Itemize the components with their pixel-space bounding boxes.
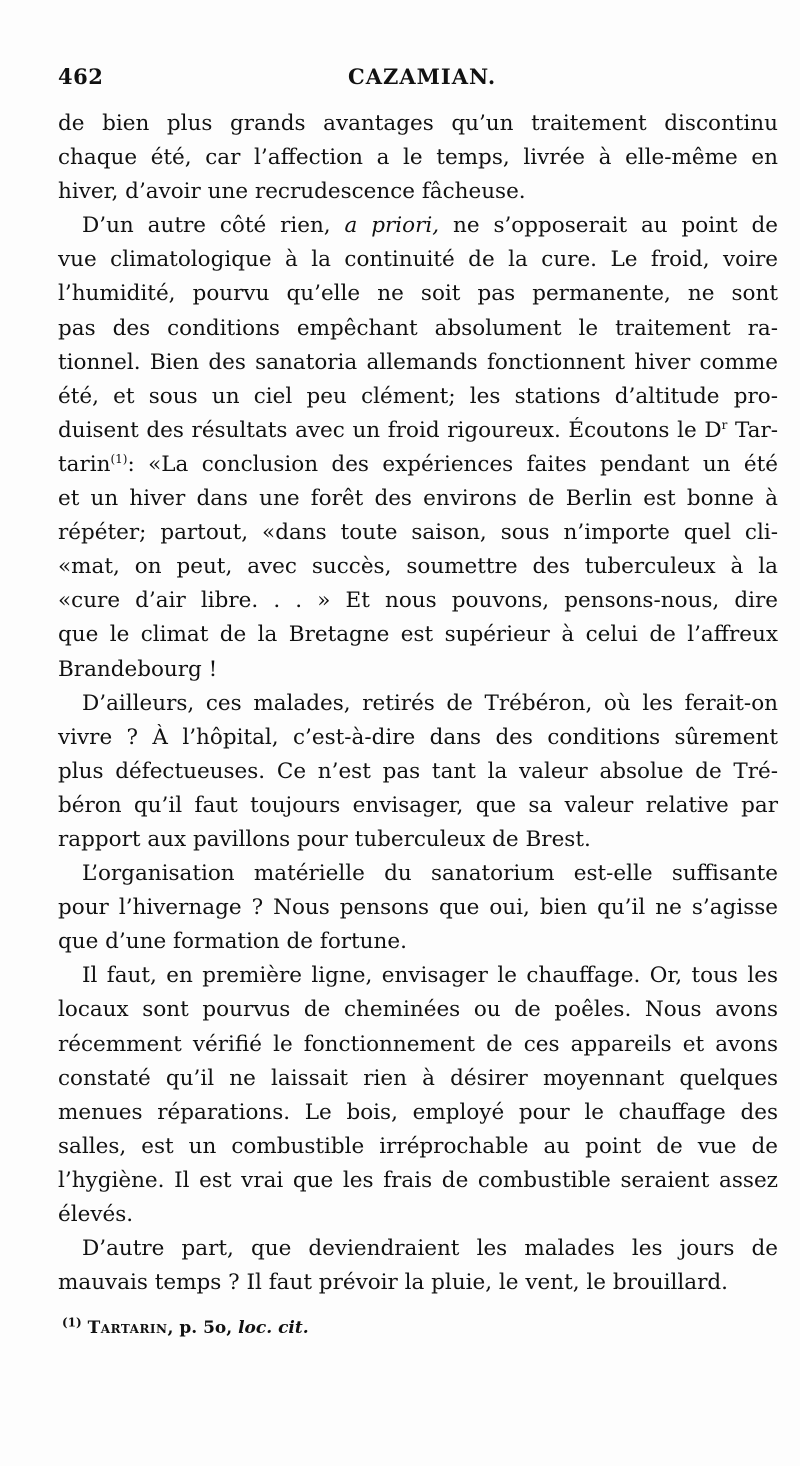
- paragraph-2-line-2: vue climatologique à la continuité de la cure. Le froid, voire: [58, 247, 778, 273]
- paragraph-2-line-3: l’humidité, pourvu qu’elle ne soit pas permanente, ne sont: [58, 281, 778, 307]
- paragraph-3-line-5: rapport aux pavillons pour tuberculeux de Brest.: [58, 826, 591, 852]
- paragraph-2-line-14: Brandebourg !: [58, 656, 218, 682]
- paragraph-2-line-9: et un hiver dans une forêt des environs de Berlin est bonne à: [58, 486, 778, 512]
- paragraph-2-line-13: que le climat de la Bretagne est supérieur à celui de l’affreux: [58, 622, 778, 648]
- paragraph-5-line-4: constaté qu’il ne laissait rien à désirer moyennant quelques: [58, 1065, 778, 1091]
- footnote: [62, 1315, 309, 1338]
- paragraph-5-line-3: récemment vérifié le fonctionnement de ces appareils et avons: [58, 1031, 778, 1057]
- paragraph-2-text: Tar-: [727, 417, 778, 443]
- paragraph-6-line-1: D’autre part, que deviendraient les malades les jours de: [82, 1236, 778, 1262]
- paragraph-3-line-3: plus défectueuses. Ce n’est pas tant la valeur absolue de Tré-: [58, 758, 778, 784]
- paragraph-2-text: tarin: [58, 451, 111, 477]
- paragraph-2-line-7: [58, 414, 778, 448]
- paragraph-1-line-1: de bien plus grands avantages qu’un traitement discontinu: [58, 111, 778, 136]
- paragraph-2-text: duisent des résultats avec un froid rigoureux. Écoutons le D: [58, 417, 722, 443]
- running-title: CAZAMIAN.: [348, 64, 497, 89]
- footnote-marker: (1): [62, 1315, 82, 1330]
- paragraph-2-line-10: répéter; partout, «dans toute saison, sous n’importe quel cli-: [58, 520, 778, 546]
- superscript-r: r: [721, 417, 728, 432]
- paragraph-5-line-8: élevés.: [58, 1202, 134, 1227]
- paragraph-2-line-1: [58, 209, 778, 243]
- paragraph-5-line-1: Il faut, en première ligne, envisager le chauffage. Or, tous les: [82, 963, 778, 989]
- paragraph-5-line-5: menues réparations. Le bois, employé pour le chauffage des: [58, 1099, 778, 1125]
- footnote-text: , p. 5o,: [167, 1318, 239, 1338]
- paragraph-4-line-2: pour l’hivernage ? Nous pensons que oui, bien qu’il ne s’agisse: [58, 895, 778, 921]
- paragraph-2-text: : «La conclusion des expériences faites pendant un été: [127, 451, 778, 477]
- page-number: 462: [58, 64, 104, 89]
- paragraph-2-line-6: été, et sous un ciel peu clément; les stations d’altitude pro-: [58, 383, 778, 409]
- paragraph-3-line-4: béron qu’il faut toujours envisager, que sa valeur relative par: [58, 792, 778, 818]
- paragraph-2-line-11: «mat, on peut, avec succès, soumettre des tuberculeux à la: [58, 554, 778, 580]
- paragraph-5-line-6: salles, est un combustible irréprochable au point de vue de: [58, 1133, 778, 1159]
- paragraph-2-text: D’un autre côté rien,: [82, 213, 345, 239]
- paragraph-2-line-5: tionnel. Bien des sanatoria allemands fonctionnent hiver comme: [58, 349, 778, 375]
- footnote-reference[interactable]: (1): [110, 451, 128, 466]
- paragraph-1-line-3: hiver, d’avoir une recrudescence fâcheuse.: [58, 179, 526, 205]
- paragraph-2-text: ne s’opposerait au point de: [452, 213, 778, 239]
- paragraph-2-line-8: [58, 448, 778, 482]
- paragraph-2-line-12: «cure d’air libre. . . » Et nous pouvons, pensons-nous, dire: [58, 588, 778, 614]
- body-text: [58, 107, 778, 1300]
- footnote-author: Tartarin: [87, 1318, 168, 1338]
- paragraph-6-line-2: mauvais temps ? Il faut prévoir la pluie, le vent, le brouillard.: [58, 1270, 728, 1296]
- running-head: [58, 64, 778, 96]
- a-priori-italic: a priori,: [344, 213, 440, 239]
- paragraph-2-line-4: pas des conditions empêchant absolument le traitement ra-: [58, 315, 778, 341]
- paragraph-4-line-1: L’organisation matérielle du sanatorium est-elle suffisante: [82, 861, 778, 887]
- paragraph-5-line-2: locaux sont pourvus de cheminées ou de poêles. Nous avons: [58, 997, 778, 1023]
- paragraph-1-line-2: chaque été, car l’affection a le temps, livrée à elle-même en: [58, 145, 778, 171]
- paragraph-3-line-1: D’ailleurs, ces malades, retirés de Trébéron, où les ferait-on: [82, 690, 778, 716]
- footnote-loc-cit: loc. cit.: [238, 1318, 309, 1338]
- paragraph-4-line-3: que d’une formation de fortune.: [58, 929, 407, 955]
- paragraph-5-line-7: l’hygiène. Il est vrai que les frais de combustible seraient assez: [58, 1167, 778, 1193]
- paragraph-3-line-2: vivre ? À l’hôpital, c’est-à-dire dans des conditions sûrement: [58, 724, 778, 750]
